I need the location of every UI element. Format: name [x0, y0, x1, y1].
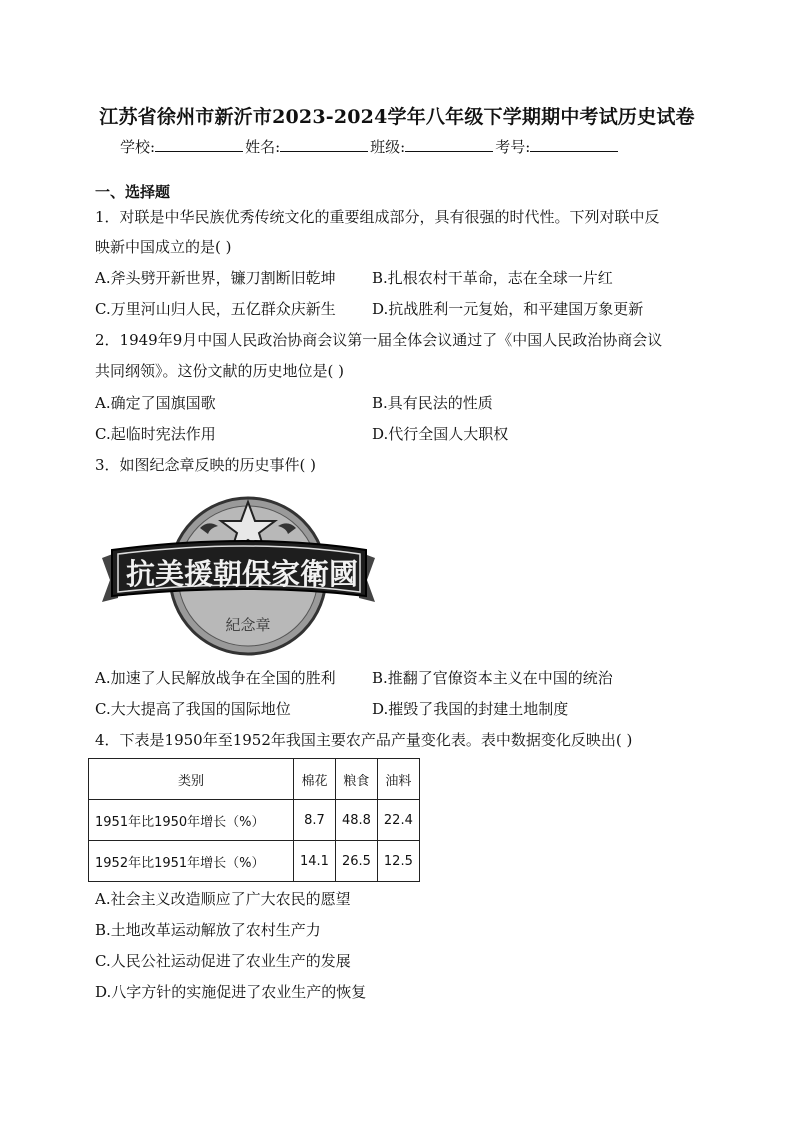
question-2-stem-line2: 共同纲领》。这份文献的历史地位是( ) [95, 362, 344, 380]
class-label: 班级: [370, 138, 406, 156]
table-cell: 48.8 [335, 800, 377, 841]
q2-option-b[interactable]: B.具有民法的性质 [372, 394, 493, 412]
table-row [89, 841, 420, 882]
q4-option-a[interactable]: A.社会主义改造顺应了广大农民的愿望 [95, 890, 351, 908]
q1-option-d[interactable]: D.抗战胜利一元复始，和平建国万象更新 [372, 300, 644, 318]
table-header-cotton: 棉花 [294, 759, 336, 800]
table-row [89, 800, 420, 841]
medal-banner-text: 抗美援朝保家衛國 [125, 557, 359, 591]
table-cell: 22.4 [377, 800, 419, 841]
q1-option-c[interactable]: C.万里河山归人民，五亿群众庆新生 [95, 300, 336, 318]
table-header-row [89, 759, 420, 800]
commemorative-medal-image [96, 490, 381, 660]
table-header-category: 类别 [89, 759, 294, 800]
q3-option-c[interactable]: C.大大提高了我国的国际地位 [95, 700, 291, 718]
q3-option-d[interactable]: D.摧毁了我国的封建土地制度 [372, 700, 569, 718]
student-info [120, 136, 618, 157]
school-blank[interactable] [155, 137, 243, 152]
section-heading: 一、选择题 [95, 183, 171, 201]
q1-option-a[interactable]: A.斧头劈开新世界，镰刀割断旧乾坤 [95, 269, 336, 287]
question-3-stem: 3．如图纪念章反映的历史事件( ) [95, 456, 317, 474]
q3-option-b[interactable]: B.推翻了官僚资本主义在中国的统治 [372, 669, 613, 687]
q4-option-c[interactable]: C.人民公社运动促进了农业生产的发展 [95, 952, 351, 970]
question-2-stem-line1: 2．1949年9月中国人民政治协商会议第一届全体会议通过了《中国人民政治协商会议 [95, 331, 663, 349]
name-blank[interactable] [280, 137, 368, 152]
exam-number-blank[interactable] [530, 137, 618, 152]
medal-sub-text: 紀念章 [225, 616, 271, 634]
q2-option-c[interactable]: C.起临时宪法作用 [95, 425, 216, 443]
q4-option-d[interactable]: D.八字方针的实施促进了农业生产的恢复 [95, 983, 367, 1001]
table-cell: 14.1 [294, 841, 336, 882]
school-label: 学校: [120, 138, 156, 156]
question-1-stem-line2: 映新中国成立的是( ) [95, 238, 232, 256]
page-title: 江苏省徐州市新沂市2023-2024学年八年级下学期期中考试历史试卷 [99, 106, 695, 128]
q2-option-a[interactable]: A.确定了国旗国歌 [95, 394, 216, 412]
question-1-stem-line1: 1．对联是中华民族优秀传统文化的重要组成部分，具有很强的时代性。下列对联中反 [95, 208, 660, 226]
q2-option-d[interactable]: D.代行全国人大职权 [372, 425, 509, 443]
production-table [88, 758, 420, 882]
table-cell: 1952年比1951年增长（%） [89, 841, 294, 882]
exam-number-label: 考号: [495, 138, 531, 156]
table-cell: 12.5 [377, 841, 419, 882]
class-blank[interactable] [405, 137, 493, 152]
name-label: 姓名: [245, 138, 281, 156]
q1-option-b[interactable]: B.扎根农村干革命，志在全球一片红 [372, 269, 613, 287]
table-cell: 8.7 [294, 800, 336, 841]
table-header-oil: 油料 [377, 759, 419, 800]
table-cell: 26.5 [335, 841, 377, 882]
table-header-grain: 粮食 [335, 759, 377, 800]
q3-option-a[interactable]: A.加速了人民解放战争在全国的胜利 [95, 669, 336, 687]
q4-option-b[interactable]: B.土地改革运动解放了农村生产力 [95, 921, 321, 939]
question-4-stem: 4．下表是1950年至1952年我国主要农产品产量变化表。表中数据变化反映出( ) [95, 731, 633, 749]
table-cell: 1951年比1950年增长（%） [89, 800, 294, 841]
